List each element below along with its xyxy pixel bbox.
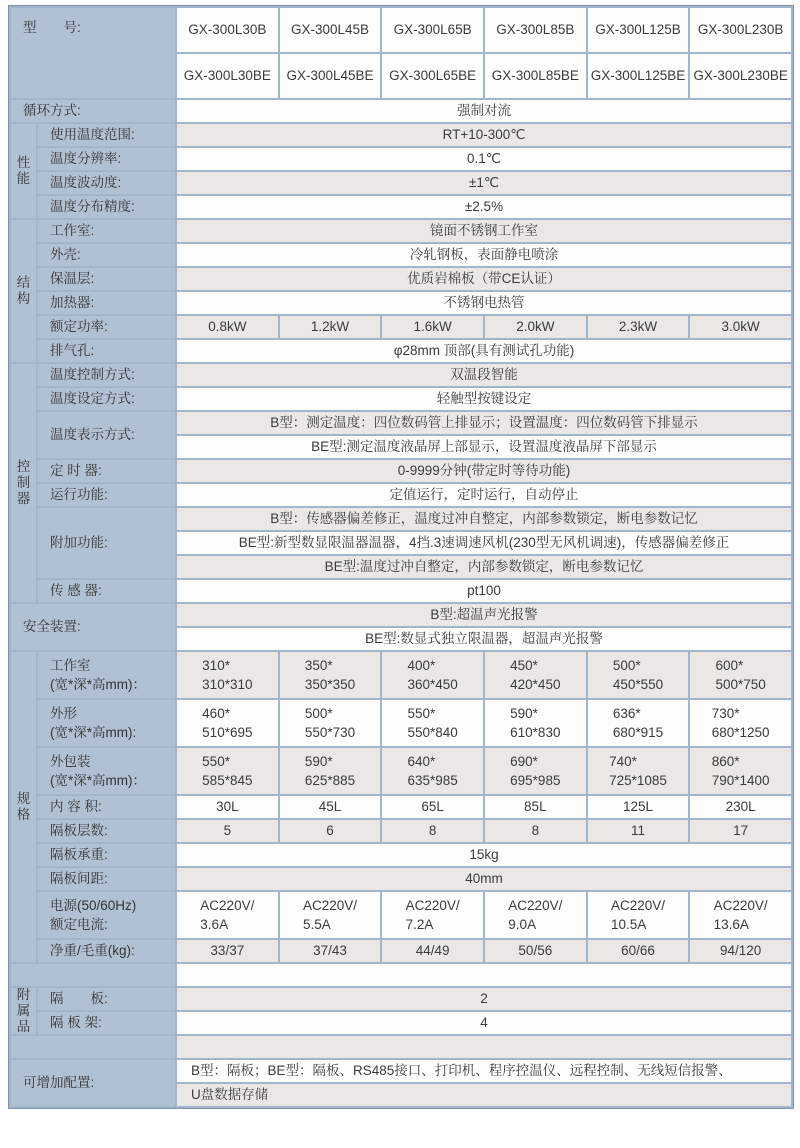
section-strip-structure: 结构 [11,220,36,362]
cell-line: 550*730 [304,725,356,740]
value-extra-functions-be1: BE型:新型数显限温器温器，4挡.3速调速风机(230型无风机调速)，传感器偏差修正 [177,532,791,554]
label-shelf-rack: 隔 板 架: [38,1012,175,1034]
value-temp-fluctuation: ±1℃ [177,172,791,194]
rated-power-cell: 3.0kW [690,316,791,338]
cell-line: AC220V/ [713,898,768,913]
weight-cell: 60/66 [588,940,689,962]
value-temp-setting: 轻触型按键设定 [177,388,791,410]
model-b-3: GX-300L85B [485,8,586,52]
power-supply-cell [588,892,689,938]
cell-line: 550* [407,706,436,721]
package-size-cell [485,748,586,794]
cell-line: 610*830 [510,725,561,740]
cell-line: 3.6A [200,917,229,932]
value-temp-display-be: BE型:测定温度液晶屏上部显示，设置温度液晶屏下部显示 [177,436,791,458]
model-b-2: GX-300L65B [382,8,483,52]
cell-line: 450* [510,658,538,673]
value-extra-functions-b: B型：传感器偏差修正，温度过冲自整定，内部参数锁定，断电参数记忆 [177,508,791,530]
label-line: (宽*深*高mm)： [50,773,146,788]
label-shelf-load: 隔板承重: [38,844,175,866]
weight-cell: 44/49 [382,940,483,962]
rated-power-cell: 1.6kW [382,316,483,338]
value-optional-line1: B型：隔板；BE型：隔板、RS485接口、打印机、程序控温仪、远程控制、无线短信报警、 [177,1060,791,1082]
label-shelf: 隔 板: [38,988,175,1010]
spacer-label [11,1036,175,1058]
rated-power-cell: 2.0kW [485,316,586,338]
cell-line: AC220V/ [200,898,255,913]
power-supply-cell [690,892,791,938]
value-heater: 不锈钢电热管 [177,292,791,314]
cell-line: 310* [202,658,230,673]
value-shelf: 2 [177,988,791,1010]
power-supply-cell [382,892,483,938]
value-vent: φ28mm 顶部(具有测试孔功能) [177,340,791,362]
label-shell: 外壳: [38,244,175,266]
cell-line: 550* [202,754,230,769]
weight-cell: 94/120 [690,940,791,962]
chamber-size-cell [280,652,381,698]
weight-cell: 50/56 [485,940,586,962]
package-size-cell [382,748,483,794]
cell-line: 585*845 [202,773,253,788]
power-supply-cell [280,892,381,938]
label-optional: 可增加配置: [11,1060,175,1106]
label-temp-fluctuation: 温度波动度: [38,172,175,194]
cell-line: 460* [202,706,230,721]
section-strip-accessories: 附属品 [11,988,36,1034]
cell-line: 9.0A [508,917,537,932]
cell-line: AC220V/ [610,898,666,913]
shelf-layers-cell: 17 [690,820,791,842]
value-chamber: 镜面不锈钢工作室 [177,220,791,242]
label-temp-control: 温度控制方式: [38,364,175,386]
chamber-size-cell [177,652,278,698]
cell-line: 500*750 [715,677,766,692]
power-supply-cell [485,892,586,938]
label-shelf-spacing: 隔板间距: [38,868,175,890]
label-line: (宽*深*高mm): [50,725,137,740]
cell-line: 635*985 [407,773,458,788]
spacer-value [177,964,791,986]
label-chamber-size [38,652,175,698]
cell-line: 550*840 [407,725,458,740]
cell-line: 625*885 [304,773,356,788]
cell-line: 500* [612,658,641,673]
overall-size-cell [690,700,791,746]
value-shell: 冷轧钢板，表面静电喷涂 [177,244,791,266]
value-temp-uniformity: ±2.5% [177,196,791,218]
label-overall-size [38,700,175,746]
label-heater: 加热器: [38,292,175,314]
cell-line: AC220V/ [405,898,460,913]
overall-size-cell [485,700,586,746]
model-be-3: GX-300L85BE [485,54,586,98]
rated-power-cell: 0.8kW [177,316,278,338]
package-size-cell [280,748,381,794]
cell-line: 510*695 [202,725,253,740]
shelf-layers-cell: 8 [485,820,586,842]
overall-size-cell [382,700,483,746]
label-line: 外包装 [50,754,91,769]
overall-size-cell [280,700,381,746]
cell-line: 636* [612,706,641,721]
value-shelf-spacing: 40mm [177,868,791,890]
overall-size-cell [588,700,689,746]
power-supply-cell [177,892,278,938]
label-chamber: 工作室: [38,220,175,242]
capacity-cell: 30L [177,796,278,818]
label-insulation: 保温层: [38,268,175,290]
cell-line: 600* [715,658,744,673]
model-be-1: GX-300L45BE [280,54,381,98]
cell-line: 7.2A [405,917,434,932]
section-strip-specs: 规格 [11,652,36,962]
overall-size-cell [177,700,278,746]
label-line: (宽*深*高mm)： [50,677,146,692]
model-b-5: GX-300L230B [690,8,791,52]
package-size-cell [588,748,689,794]
value-timer: 0-9999分钟(带定时等待功能) [177,460,791,482]
cell-line: 310*310 [202,677,253,692]
model-be-4: GX-300L125BE [588,54,689,98]
chamber-size-cell [690,652,791,698]
cell-line: 590* [510,706,538,721]
capacity-cell: 65L [382,796,483,818]
label-vent: 排气孔: [38,340,175,362]
cell-line: 350*350 [304,677,356,692]
label-package-size [38,748,175,794]
capacity-cell: 85L [485,796,586,818]
label-line: 外形 [50,706,77,721]
model-b-0: GX-300L30B [177,8,278,52]
value-optional-line2: U盘数据存储 [177,1084,791,1106]
label-weight: 净重/毛重(kg): [38,940,175,962]
label-temp-uniformity: 温度分布精度: [38,196,175,218]
cell-line: 450*550 [612,677,664,692]
value-circulation: 强制对流 [177,100,791,122]
cell-line: 5.5A [302,917,331,932]
shelf-layers-cell: 11 [588,820,689,842]
rated-power-cell: 1.2kW [280,316,381,338]
value-safety-b: B型:超温声光报警 [177,604,791,626]
cell-line: 725*1085 [609,773,667,788]
weight-cell: 37/43 [280,940,381,962]
model-header-label: 型 号: [11,8,175,98]
value-temp-control: 双温段智能 [177,364,791,386]
chamber-size-cell [588,652,689,698]
label-shelf-layers: 隔板层数: [38,820,175,842]
cell-line: 680*1250 [711,725,770,740]
value-shelf-load: 15kg [177,844,791,866]
label-timer: 定 时 器: [38,460,175,482]
value-run-function: 定值运行，定时运行，自动停止 [177,484,791,506]
cell-line: 730* [711,706,740,721]
label-line: 工作室 [50,658,91,673]
chamber-size-cell [485,652,586,698]
weight-cell: 33/37 [177,940,278,962]
label-temp-range: 使用温度范围: [38,124,175,146]
model-be-2: GX-300L65BE [382,54,483,98]
cell-line: 360*450 [407,677,458,692]
cell-line: 680*915 [612,725,664,740]
label-run-function: 运行功能: [38,484,175,506]
cell-line: 640* [407,754,436,769]
section-strip-controller: 控制器 [11,364,36,602]
model-be-0: GX-300L30BE [177,54,278,98]
value-temp-display-b: B型：测定温度：四位数码管上排显示；设置温度：四位数码管下排显示 [177,412,791,434]
cell-line: 10.5A [610,917,647,932]
package-size-cell [690,748,791,794]
shelf-layers-cell: 6 [280,820,381,842]
label-safety: 安全装置: [11,604,175,650]
label-sensor: 传 感 器: [38,580,175,602]
label-power-supply [38,892,175,938]
cell-line: AC220V/ [302,898,358,913]
cell-line: 690* [510,754,538,769]
cell-line: 860* [711,754,740,769]
cell-line: 590* [304,754,333,769]
label-temp-display: 温度表示方式: [38,412,175,458]
cell-line: 420*450 [510,677,561,692]
shelf-layers-cell: 5 [177,820,278,842]
rated-power-cell: 2.3kW [588,316,689,338]
cell-line: 740* [609,754,637,769]
spec-table [8,5,794,1109]
cell-line: AC220V/ [508,898,563,913]
value-temp-resolution: 0.1℃ [177,148,791,170]
section-strip-performance: 性能 [11,124,36,218]
label-line: 额定电流: [50,917,108,932]
model-b-1: GX-300L45B [280,8,381,52]
value-temp-range: RT+10-300℃ [177,124,791,146]
capacity-cell: 45L [280,796,381,818]
chamber-size-cell [382,652,483,698]
label-circulation: 循环方式: [11,100,175,122]
cell-line: 13.6A [713,917,749,932]
cell-line: 790*1400 [711,773,770,788]
shelf-layers-cell: 8 [382,820,483,842]
cell-line: 400* [407,658,436,673]
cell-line: 500* [304,706,333,721]
label-temp-setting: 温度设定方式: [38,388,175,410]
value-sensor: pt100 [177,580,791,602]
value-insulation: 优质岩棉板（带CE认证） [177,268,791,290]
model-b-4: GX-300L125B [588,8,689,52]
label-capacity: 内 容 积: [38,796,175,818]
spacer-value [177,1036,791,1058]
package-size-cell [177,748,278,794]
label-temp-resolution: 温度分辨率: [38,148,175,170]
label-rated-power: 额定功率: [38,316,175,338]
value-safety-be: BE型:数显式独立限温器，超温声光报警 [177,628,791,650]
cell-line: 350* [304,658,333,673]
label-line: 电源(50/60Hz) [50,898,137,913]
spacer-label [11,964,175,986]
value-shelf-rack: 4 [177,1012,791,1034]
capacity-cell: 125L [588,796,689,818]
cell-line: 695*985 [510,773,561,788]
capacity-cell: 230L [690,796,791,818]
label-extra-functions: 附加功能: [38,508,175,578]
value-extra-functions-be2: BE型:温度过冲自整定，内部参数锁定，断电参数记忆 [177,556,791,578]
model-be-5: GX-300L230BE [690,54,791,98]
